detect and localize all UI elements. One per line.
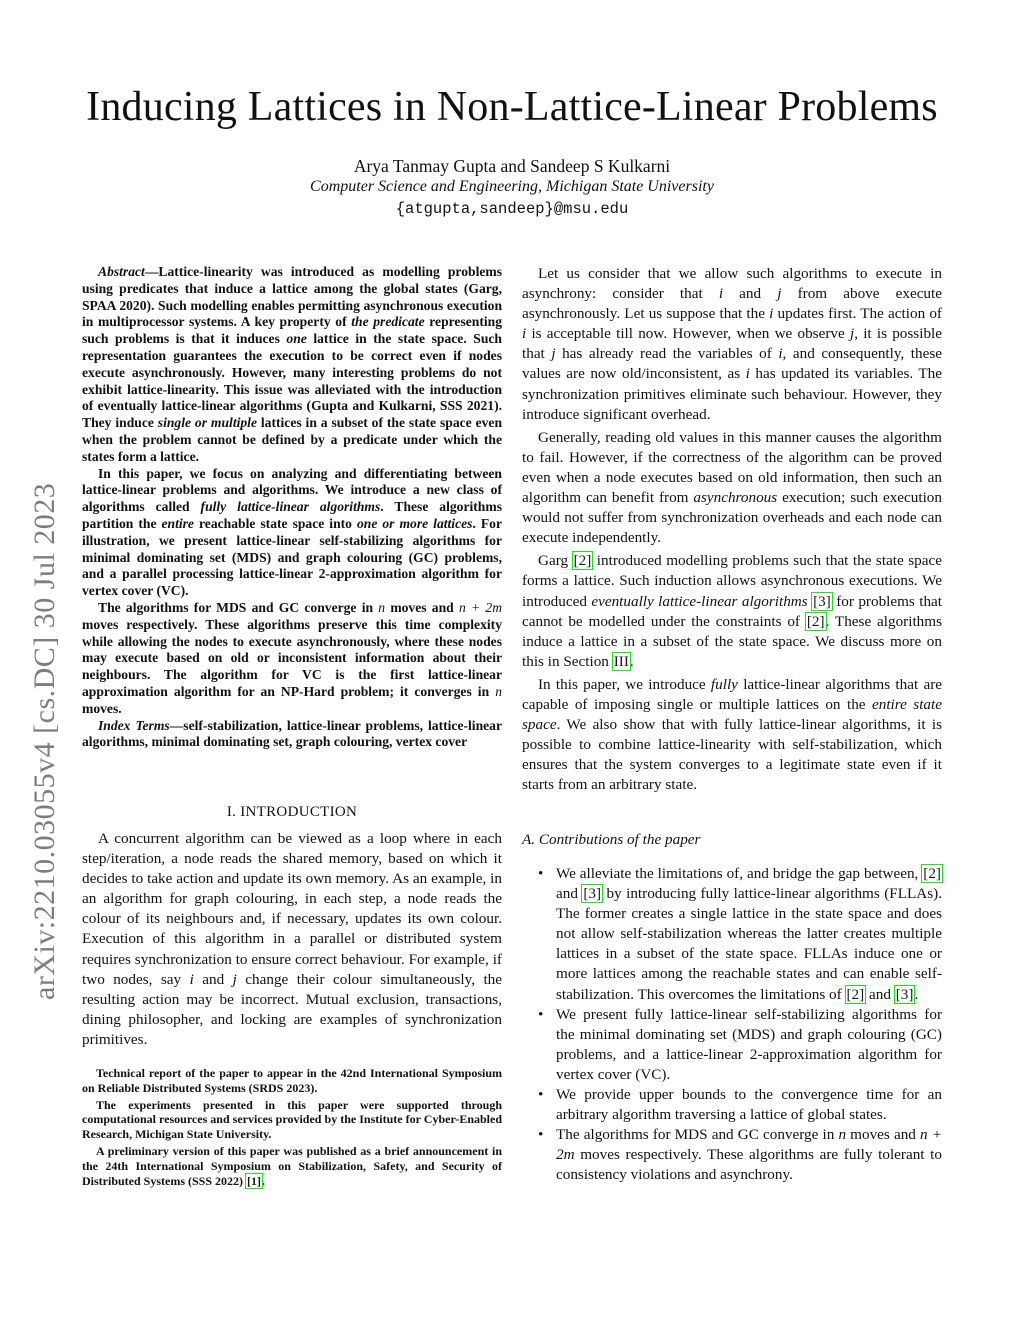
abstract-paragraph-1: Abstract—Lattice-linearity was introduced as modelling problems using predicates that induce a lattice among the global states (Garg, SPAA 2020). Such modelling enables permitting asynchronous execution in multiprocessor systems. A key property of the predicate representing such problems is that it induces one lattice in the state space. Such representation guarantees the execution to be correct even if nodes execute asynchronously. However, many interesting problems do not exhibit lattice-linearity. This issue was alleviated with the introduction of eventually lattice-linear algorithms (Gupta and Kulkarni, SSS 2021). They induce single or multiple lattices in a subset of the state space even when the problem cannot be defined by a predicate under which the states form a lattice. — [82, 264, 503, 464]
right-paragraph-3: Garg [2] introduced modelling problems such that the state space forms a lattice. Such induction allows asynchronous executions. We introduced eventually lattice-linear algorithms [3] for problems that cannot be modelled under the constraints of [2]. These algorithms induce a lattice in a subset of the state space. We discuss more on this in Section III. — [522, 552, 943, 670]
citation-link[interactable]: [3] — [813, 592, 831, 610]
bullet-icon: • — [538, 1086, 544, 1104]
footnote-2: The experiments presented in this paper were supported through computational resources and services provided by the Institute for Cyber-Enabled Research, Michigan State University. — [82, 1097, 502, 1142]
citation-link[interactable]: [2] — [923, 865, 941, 882]
citation-link[interactable]: [2] — [846, 985, 865, 1003]
intro-paragraph-1: A concurrent algorithm can be viewed as a loop where in each step/iteration, a node reads the shared memory, based on which it decides to take action and update its own memory. As an example, in an algorithm for graph colouring, in each step, a node reads the colour of its neighbours and, if necessary, updates its own colour. Execution of this algorithm in a parallel or distributed system requires synchronization to ensure correct behaviour. For example, if two nodes, say i and j change their colour simultaneously, the resulting action may be incorrect. Mutual exclusion, transactions, dining philosopher, and locking are examples of synchronization primitives. — [82, 830, 503, 1048]
authors: Arya Tanmay Gupta and Sandeep S Kulkarni — [353, 156, 671, 176]
citation-link[interactable]: [2] — [806, 612, 825, 630]
bullet-icon: • — [538, 865, 544, 882]
footnote-1: Technical report of the paper to appear in the 42nd International Symposium on Reliable Distributed Systems (SRDS 2023). — [82, 1066, 502, 1095]
subsection-heading-contributions: A. Contributions of the paper — [522, 831, 701, 848]
citation-link[interactable]: [1] — [247, 1173, 262, 1188]
list-item: • We present fully lattice-linear self-stabilizing algorithms for the minimal dominating set (MDS) and graph colouring (GC) problems, and a lattice-linear 2-approximation algorithm for vertex cover (VC). — [538, 1005, 942, 1083]
list-item: • The algorithms for MDS and GC converge in n moves and n + 2m moves respectively. These algorithms are fully tolerant to consistency violations and asynchrony. — [538, 1126, 942, 1184]
email: {atgupta,sandeep}@msu.edu — [395, 200, 629, 218]
index-terms: Index Terms—self-stabilization, lattice-linear problems, lattice-linear algorithms, minimal dominating set, graph colouring, vertex cover — [82, 717, 502, 750]
footnotes — [82, 1066, 502, 1190]
abstract-paragraph-3: The algorithms for MDS and GC converge in n moves and n + 2m moves respectively. These algorithms preserve this time complexity while allowing the nodes to execute asynchronously, where these nodes may execute based on old or inconsistent information about their neighbours. The algorithm for VC is the first lattice-linear approximation algorithm for an NP-Hard problem; it converges in n moves. — [82, 599, 503, 716]
list-item: • We provide upper bounds to the convergence time for an arbitrary algorithm traversing a lattice of global states. — [538, 1086, 942, 1124]
section-link[interactable]: III — [613, 652, 629, 670]
arxiv-identifier: arXiv:2210.03055v4 [cs.DC] 30 Jul 2023 — [28, 482, 61, 1000]
introduction-text — [82, 829, 502, 1053]
footnote-3: A preliminary version of this paper was published as a brief announcement in the 24th International Symposium on Stabilization, Safety, and Security of Distributed Systems (SSS 2022) [1]. — [82, 1143, 502, 1188]
contributions-list — [522, 864, 942, 1186]
right-column-text — [522, 264, 942, 798]
bullet-icon: • — [538, 1126, 544, 1144]
citation-link[interactable]: [3] — [895, 985, 914, 1003]
abstract-label: Abstract — [98, 264, 145, 279]
citation-link[interactable]: [2] — [573, 552, 592, 570]
bullet-icon: • — [538, 1005, 544, 1023]
right-paragraph-1: Let us consider that we allow such algorithms to execute in asynchrony: consider that i and j from above execute asynchronously. Let us suppose that the i updates first. The action of i is acceptable till now. However, when we observe j, it is possible that j has already read the variables of i, and consequently, these values are now old/inconsistent, as i has updated its variables. The synchronization primitives eliminate such behaviour. However, they introduce significant overhead. — [522, 265, 943, 423]
right-paragraph-4: In this paper, we introduce fully lattice-linear algorithms that are capable of imposing single or multiple lattices on the entire state space. We also show that with fully lattice-linear algorithms, it is possible to combine lattice-linearity with self-stabilization, which ensures that the system converges to a legitimate state even if it starts from an arbitrary state. — [522, 675, 942, 794]
abstract — [82, 264, 502, 751]
list-item: • We alleviate the limitations of, and bridge the gap between, [2] and [3] by introducing fully lattice-linear algorithms (FLLAs). The former creates a single lattice in the state space and does not allow self-stabilization whereas the latter creates multiple lattices in a subset of the state space. FLLAs induce one or more lattices among the reachable states and can enable self-stabilization. This overcomes the limitations of [2] and [3]. — [538, 865, 942, 1003]
paper-title: Inducing Lattices in Non-Lattice-Linear Problems — [86, 84, 938, 130]
citation-link[interactable]: [3] — [583, 885, 602, 903]
section-heading-introduction: I. INTRODUCTION — [226, 804, 358, 820]
right-paragraph-2: Generally, reading old values in this manner causes the algorithm to fail. However, if the correctness of the algorithm can be proved even when a node executes based on old information, then such an algorithm can benefit from asynchronous execution; such execution would not suffer from synchronization overheads and each node can execute independently. — [522, 428, 942, 547]
affiliation: Computer Science and Engineering, Michigan State University — [310, 178, 714, 195]
index-terms-label: Index Terms — [98, 717, 170, 733]
abstract-paragraph-2: In this paper, we focus on analyzing and differentiating between lattice-linear problems and algorithms. We introduce a new class of algorithms called fully lattice-linear algorithms. These algorithms partition the entire reachable state space into one or more lattices. For illustration, we present lattice-linear self-stabilizing algorithms for minimal dominating set (MDS) and graph colouring (GC) problems, and a parallel processing lattice-linear 2-approximation algorithm for vertex cover (VC). — [82, 465, 502, 599]
